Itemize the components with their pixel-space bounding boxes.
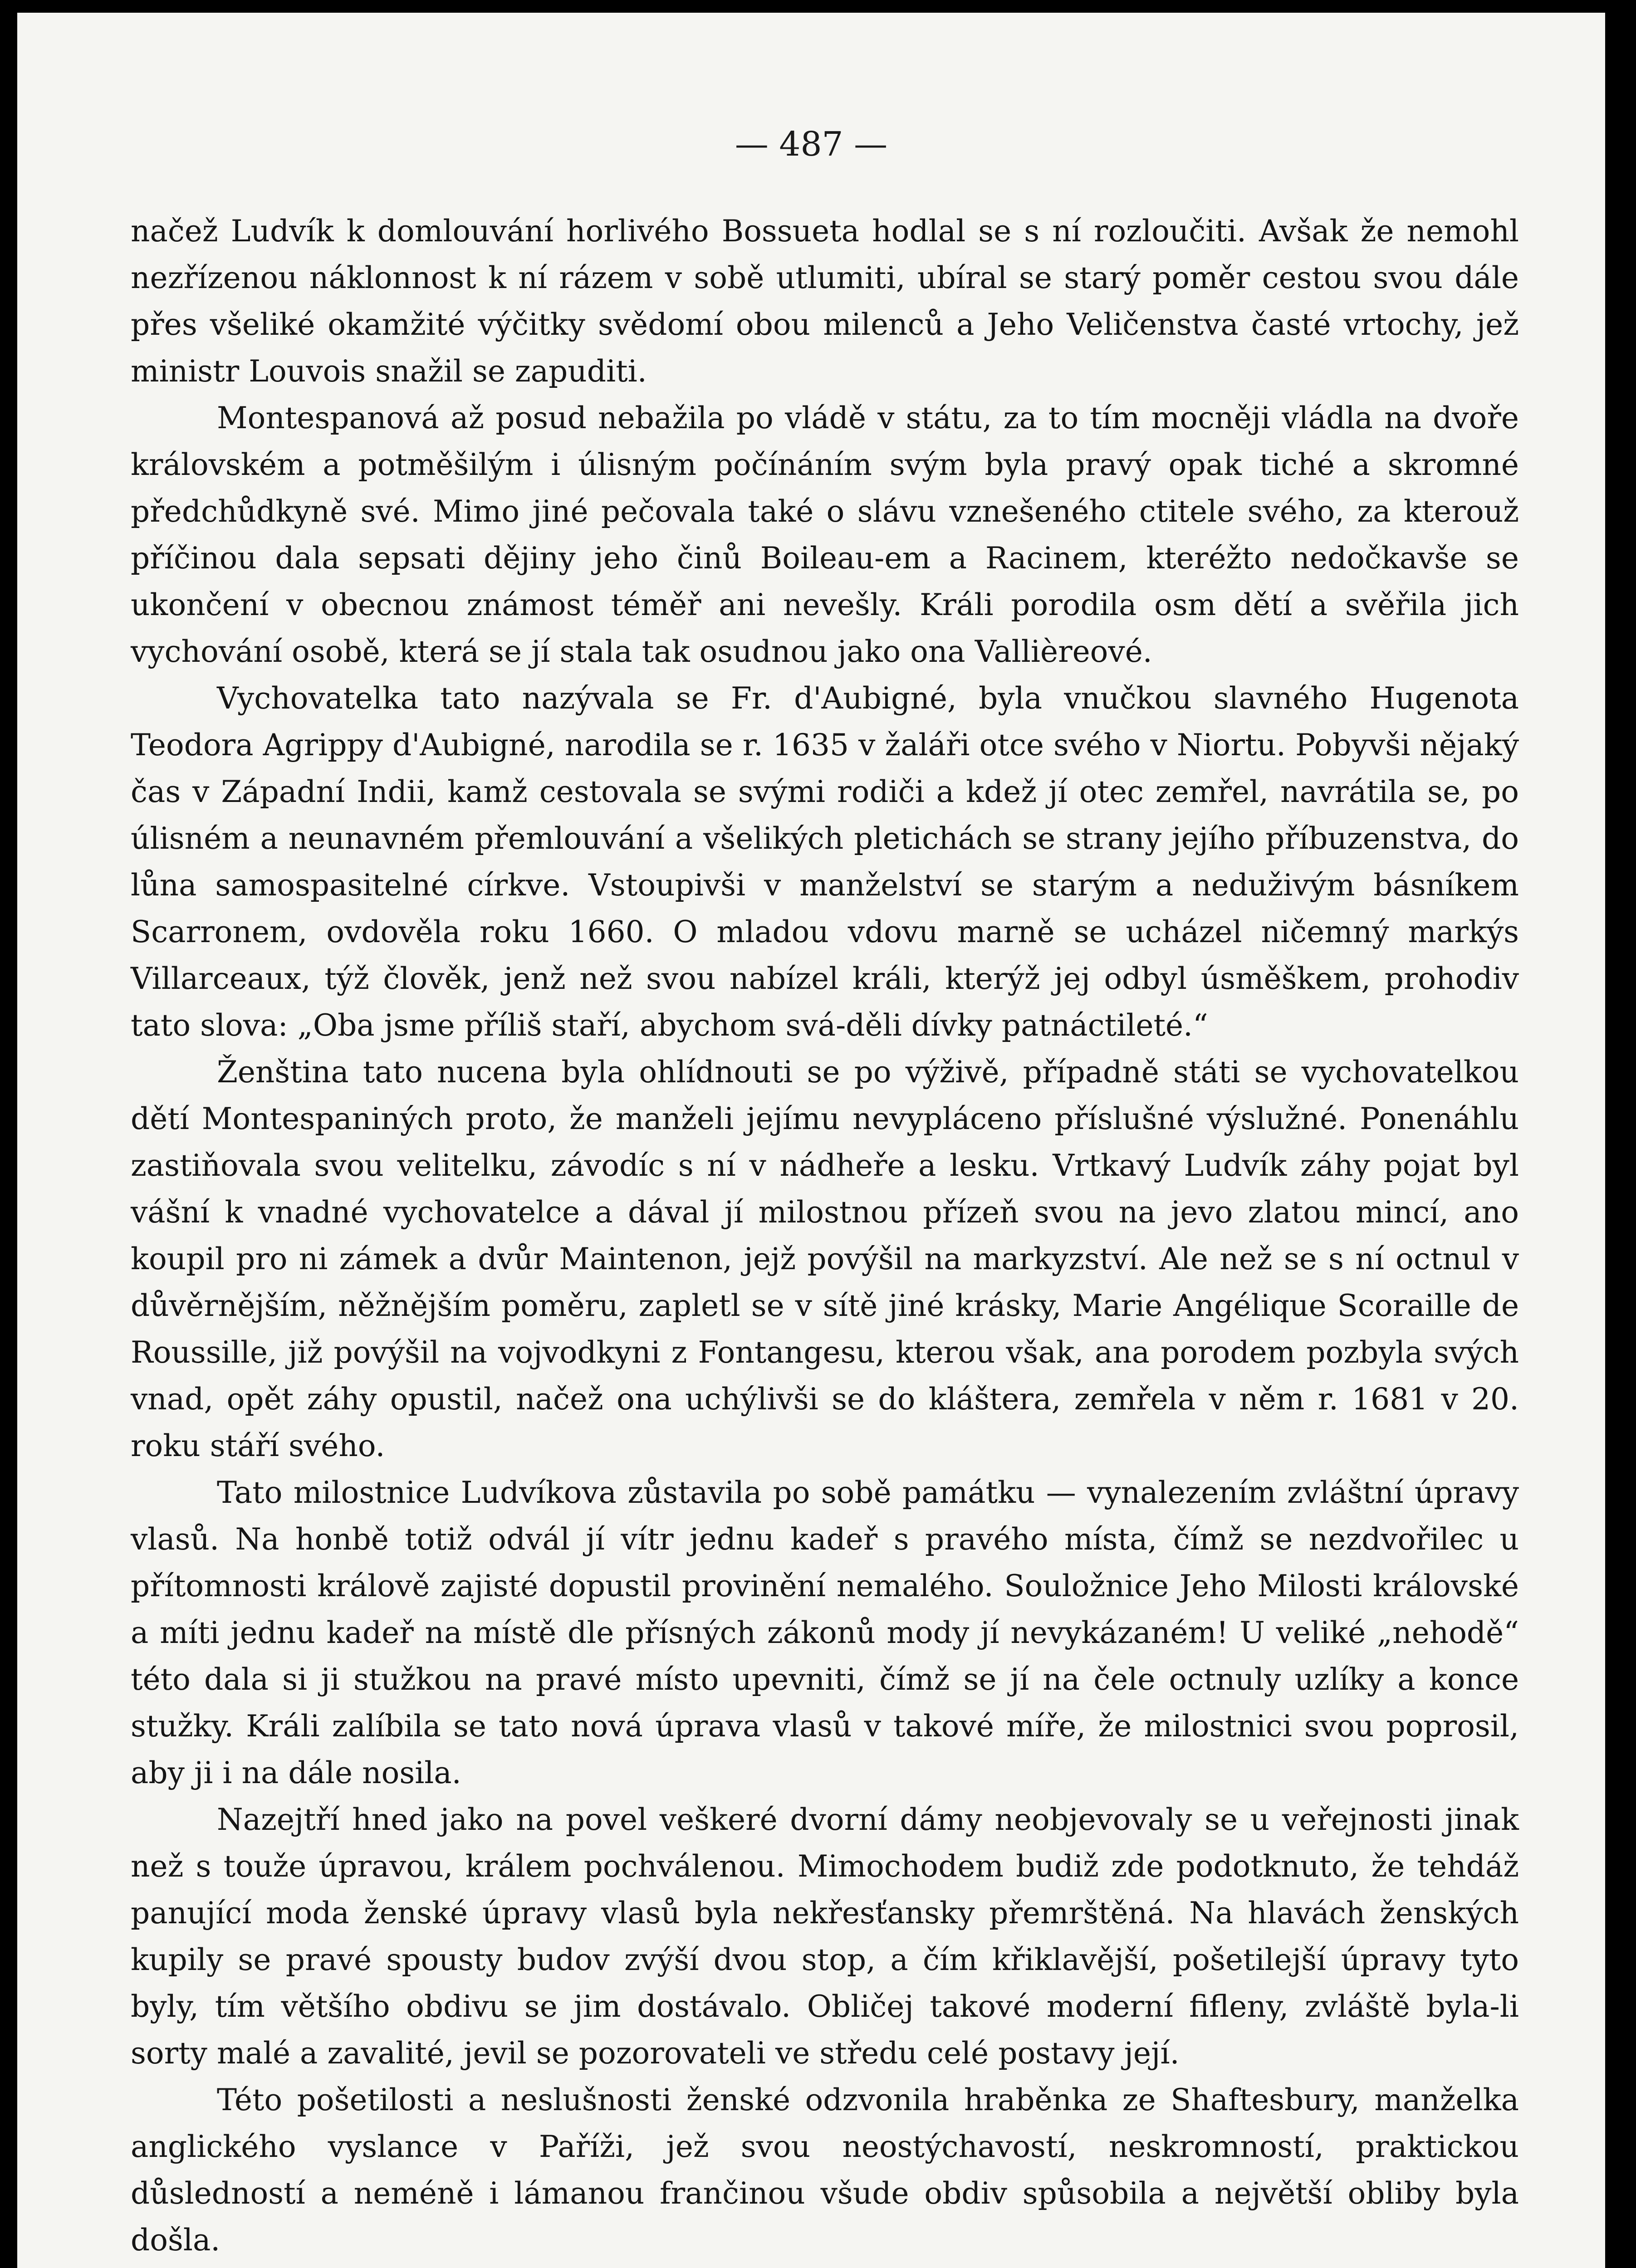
page-body-text <box>131 208 1519 2268</box>
paragraph-1: načež Ludvík k domlouvání horlivého Bossueta hodlal se s ní rozloučiti. Avšak že nemohl nezřízenou náklonnost k ní rázem v sobě utlumiti, ubíral se starý poměr cestou svou dále přes všeliké okamžité výčitky svědomí obou milenců a Jeho Veličenstva časté vrtochy, jež ministr Louvois snažil se zapuditi. <box>131 214 1519 389</box>
paragraph-4: Ženština tato nucena byla ohlídnouti se po výživě, případně státi se vychovatelkou dětí Montespaniných proto, že manželi jejímu nevypláceno příslušné výslužné. Ponenáhlu zastiňovala svou velitelku, závodíc s ní v nádheře a lesku. Vrtkavý Ludvík záhy pojat byl vášní k vnadné vychovatelce a dával jí milostnou přízeň svou na jevo zlatou mincí, ano koupil pro ni zámek a dvůr Maintenon, jejž povýšil na markyzství. Ale než se s ní octnul v důvěrnějším, něžnějším poměru, zapletl se v sítě jiné krásky, Marie Angélique Scoraille de Roussille, již povýšil na vojvodkyni z Fontangesu, kterou však, ana porodem pozbyla svých vnad, opět záhy opustil, načež ona uchýlivši se do kláštera, zemřela v něm r. 1681 v 20. roku stáří svého. <box>131 1055 1519 1463</box>
paragraph-8 <box>131 2263 1519 2268</box>
book-page <box>17 13 1605 2268</box>
paragraph-5: Tato milostnice Ludvíkova zůstavila po sobě památku — vynalezením zvláštní úpravy vlasů. Na honbě totiž odvál jí vítr jednu kadeř s pravého místa, čímž se nezdvořilec u přítomnosti králově zajisté dopustil provinění nemalého. Souložnice Jeho Milosti královské a míti jednu kadeř na místě dle přísných zákonů mody jí nevykázaném! U veliké „nehodě“ této dala si ji stužkou na pravé místo upevniti, čímž se jí na čele octnuly uzlíky a konce stužky. Králi zalíbila se tato nová úprava vlasů v takové míře, že milostnici svou poprosil, aby ji i na dále nosila. <box>131 1475 1519 1790</box>
paragraph-2: Montespanová až posud nebažila po vládě v státu, za to tím mocněji vládla na dvoře královském a potměšilým i úlisným počínáním svým byla pravý opak tiché a skromné předchůdkyně své. Mimo jiné pečovala také o slávu vznešeného ctitele svého, za kterouž příčinou dala sepsati dějiny jeho činů Boileau-em a Racinem, kteréžto nedočkavše se ukončení v obecnou známost téměř ani nevešly. Králi porodila osm dětí a svěřila jich vychování osobě, která se jí stala tak osudnou jako ona Vallièreové. <box>131 401 1519 669</box>
paragraph-6: Nazejtří hned jako na povel veškeré dvorní dámy neobjevovaly se u veřejnosti jinak než s touže úpravou, králem pochválenou. Mimochodem budiž zde podotknuto, že tehdáž panující moda ženské úpravy vlasů byla nekřesťansky přemrštěná. Na hlavách ženských kupily se pravé spousty budov zvýší dvou stop, a čím křiklavější, pošetilejší úpravy tyto byly, tím většího obdivu se jim dostávalo. Obličej takové moderní fifleny, zvláště byla-li sorty malé a zavalité, jevil se pozorovateli ve středu celé postavy její. <box>131 1802 1519 2071</box>
page-number: — 487 — <box>735 125 888 164</box>
paragraph-3: Vychovatelka tato nazývala se Fr. d'Aubigné, byla vnučkou slavného Hugenota Teodora Agrippy d'Aubigné, narodila se r. 1635 v žaláři otce svého v Niortu. Pobyvši nějaký čas v Západní Indii, kamž cestovala se svými rodiči a kdež jí otec zemřel, navrátila se, po úlisném a neunavném přemlouvání a všelikých pletichách se strany jejího příbuzenstva, do lůna samospasitelné církve. Vstoupivši v manželství se starým a neduživým básníkem Scarronem, ovdověla roku 1660. O mladou vdovu marně se ucházel ničemný markýs Villarceaux, týž člověk, jenž než svou nabízel králi, kterýž jej odbyl úsměškem, prohodiv tato slova: „Oba jsme příliš staří, abychom svá-děli dívky patnáctileté.“ <box>131 681 1519 1043</box>
paragraph-7: Této pošetilosti a neslušnosti ženské odzvonila hraběnka ze Shaftesbury, manželka anglického vyslance v Paříži, jež svou neostýchavostí, neskromností, praktickou důsledností a neméně i lámanou frančinou všude obdiv spůsobila a největší obliby byla došla. <box>131 2082 1519 2258</box>
